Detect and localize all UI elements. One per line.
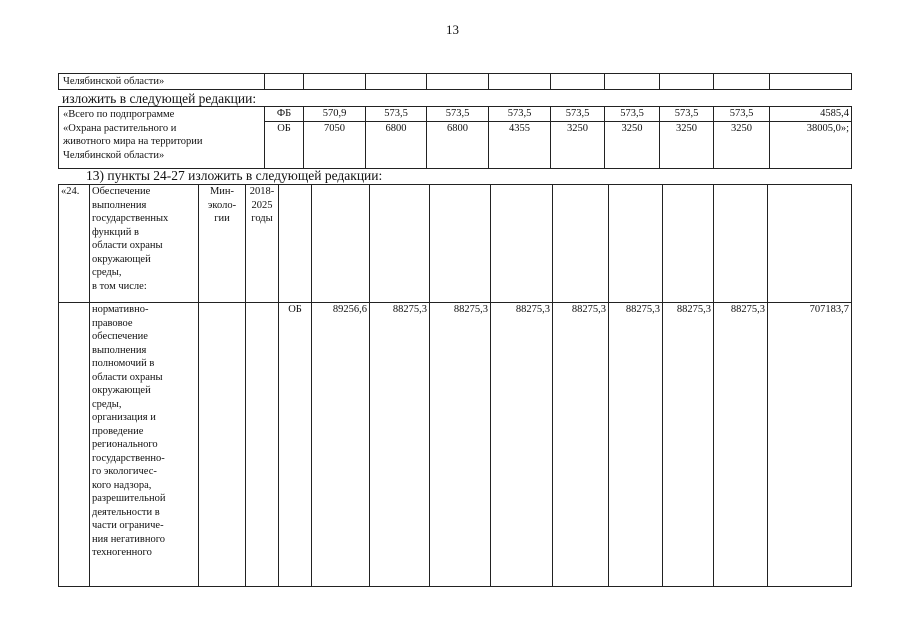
fb-value-2022: 573,5 — [551, 107, 605, 122]
fb-value-total: 4585,4 — [770, 107, 852, 122]
ob-value-2020: 6800 — [427, 121, 489, 168]
previous-table-fragment — [58, 73, 852, 90]
ob-sub-value-2022: 88275,3 — [553, 303, 609, 587]
item-number: «24. — [59, 185, 90, 303]
fb-value-2021: 573,5 — [489, 107, 551, 122]
ob-value-2024: 3250 — [660, 121, 714, 168]
subprogram-total-label: «Всего по подпрограмме «Охрана растительного и животного мира на территории Челябинской области» — [59, 107, 265, 169]
item-24-period: 2018- 2025 годы — [246, 185, 279, 303]
item-24-sub-name: нормативно- правовое обеспечение выполнения полномочий в области охраны окружающей среды, организация и проведение регионального государственно- го экологичес- кого надзора, разрешительной деятельности в части ограниче- ния негативного техногенного — [90, 303, 199, 587]
ob-sub-value-2020: 88275,3 — [430, 303, 491, 587]
ob-sub-value-2018: 89256,6 — [312, 303, 370, 587]
measures-table — [58, 184, 852, 587]
fb-value-2025: 573,5 — [714, 107, 770, 122]
item-24-sub-source: ОБ — [279, 303, 312, 587]
ob-value-2022: 3250 — [551, 121, 605, 168]
fb-value-2018: 570,9 — [304, 107, 366, 122]
ob-sub-value-2021: 88275,3 — [491, 303, 553, 587]
ob-value-2023: 3250 — [605, 121, 660, 168]
section-13-heading: 13) пункты 24-27 изложить в следующей редакции: — [86, 168, 383, 183]
subprogram-totals-table — [58, 106, 852, 169]
ob-sub-value-2025: 88275,3 — [714, 303, 768, 587]
ob-value-2018: 7050 — [304, 121, 366, 168]
fb-value-2019: 573,5 — [366, 107, 427, 122]
fb-value-2023: 573,5 — [605, 107, 660, 122]
fb-value-2024: 573,5 — [660, 107, 714, 122]
funding-source-ob: ОБ — [265, 121, 304, 168]
ob-sub-value-2024: 88275,3 — [663, 303, 714, 587]
ob-value-total: 38005,0»; — [770, 121, 852, 168]
ob-sub-value-2019: 88275,3 — [370, 303, 430, 587]
ob-value-2021: 4355 — [489, 121, 551, 168]
ob-sub-value-2023: 88275,3 — [609, 303, 663, 587]
funding-source-fb: ФБ — [265, 107, 304, 122]
fb-value-2020: 573,5 — [427, 107, 489, 122]
ob-value-2019: 6800 — [366, 121, 427, 168]
instruction-heading: изложить в следующей редакции: — [62, 91, 257, 106]
ob-value-2025: 3250 — [714, 121, 770, 168]
page-number: 13 — [446, 22, 459, 37]
ob-sub-value-total: 707183,7 — [768, 303, 852, 587]
item-24-name: Обеспечение выполнения государственных функций в области охраны окружающей среды, в том числе: — [90, 185, 199, 303]
item-24-executor: Мин- эколо- гии — [199, 185, 246, 303]
region-name-cell: Челябинской области» — [59, 74, 265, 90]
